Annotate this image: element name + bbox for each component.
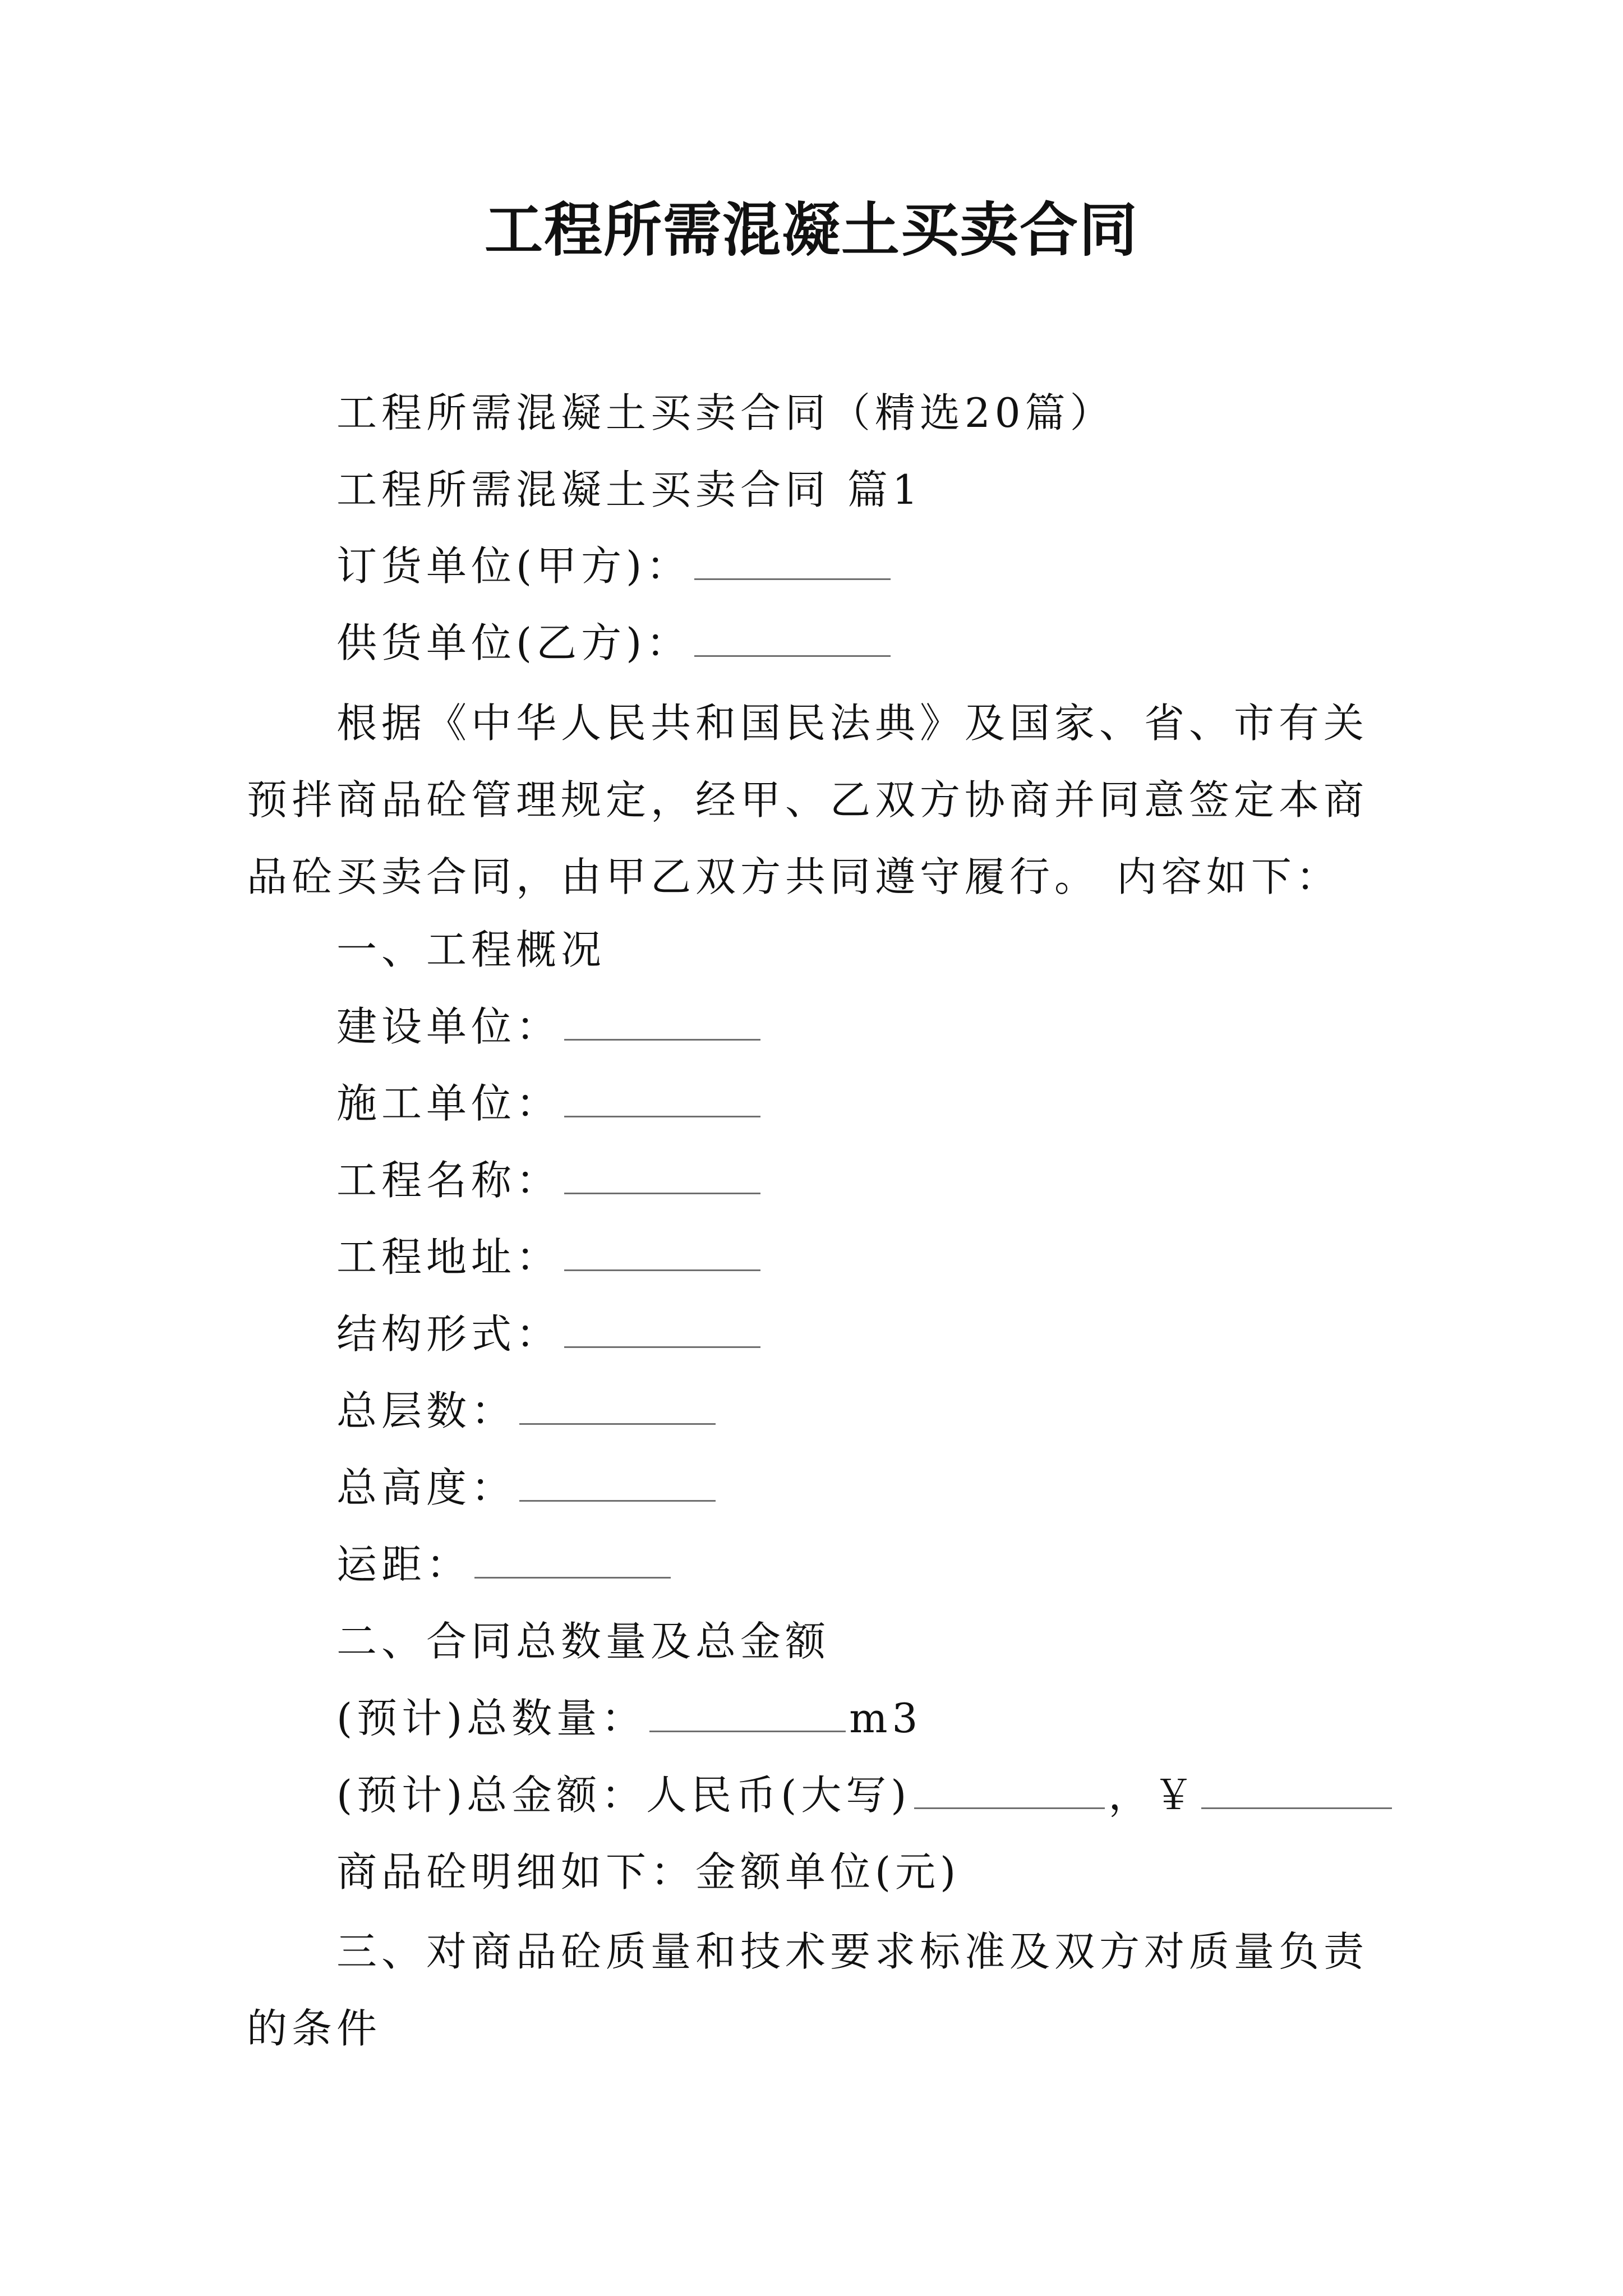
- amount-label: (预计)总金额：人民币(大写): [336, 1772, 911, 1819]
- amount-separator: ，￥: [1108, 1772, 1198, 1819]
- party-b-row: [336, 619, 894, 666]
- article-heading: 工程所需混凝土买卖合同 篇1: [336, 466, 923, 513]
- quantity-label: (预计)总数量：: [336, 1695, 647, 1742]
- amount-figure-blank: [1201, 1776, 1392, 1809]
- party-a-blank: [694, 547, 891, 580]
- field-label: 工程名称：: [336, 1157, 561, 1204]
- section3-paragraph: 三、对商品砼质量和技术要求标准及双方对质量负责的条件: [247, 1928, 1369, 2052]
- field-blank: [564, 1161, 760, 1194]
- field-label: 结构形式：: [336, 1310, 561, 1358]
- quantity-unit: m3: [849, 1695, 923, 1742]
- field-label: 工程地址：: [336, 1234, 561, 1281]
- field-blank: [564, 1007, 760, 1041]
- amount-words-blank: [914, 1776, 1105, 1809]
- document-subtitle: 工程所需混凝土买卖合同（精选20篇）: [336, 389, 1115, 436]
- field-blank: [564, 1315, 760, 1348]
- field-row-height: [336, 1464, 719, 1511]
- party-b-blank: [694, 624, 891, 657]
- party-b-label: 供货单位(乙方)：: [336, 619, 691, 666]
- party-a-label: 订货单位(甲方)：: [336, 542, 691, 590]
- field-blank: [519, 1469, 716, 1502]
- field-label: 建设单位：: [336, 1003, 561, 1050]
- field-label: 总层数：: [336, 1387, 517, 1434]
- detail-line: 商品砼明细如下：金额单位(元): [336, 1848, 961, 1895]
- field-blank: [564, 1238, 760, 1271]
- field-row-project-address: [336, 1234, 764, 1281]
- section2-heading: 二、合同总数量及总金额: [336, 1618, 831, 1665]
- field-blank: [564, 1084, 760, 1117]
- field-label: 施工单位：: [336, 1080, 561, 1127]
- field-label: 总高度：: [336, 1464, 517, 1511]
- field-row-floors: [336, 1387, 719, 1434]
- field-label: 运距：: [336, 1541, 472, 1588]
- field-row-project-name: [336, 1157, 764, 1204]
- field-row-structure: [336, 1310, 764, 1358]
- field-row-distance: [336, 1541, 674, 1588]
- field-blank: [519, 1392, 716, 1425]
- field-blank: [474, 1545, 671, 1579]
- amount-row: [336, 1772, 1395, 1819]
- intro-paragraph: 根据《中华人民共和国民法典》及国家、省、市有关预拌商品砼管理规定，经甲、乙双方协商并同意签定本商品砼买卖合同，由甲乙双方共同遵守履行。 内容如下：: [247, 700, 1369, 900]
- document-title: 工程所需混凝土买卖合同: [484, 195, 1138, 264]
- party-a-row: [336, 542, 894, 590]
- section1-heading: 一、工程概况: [336, 926, 606, 973]
- quantity-blank: [649, 1699, 846, 1732]
- quantity-row: [336, 1695, 923, 1742]
- field-row-builder: [336, 1080, 764, 1127]
- field-row-construction-unit: [336, 1003, 764, 1050]
